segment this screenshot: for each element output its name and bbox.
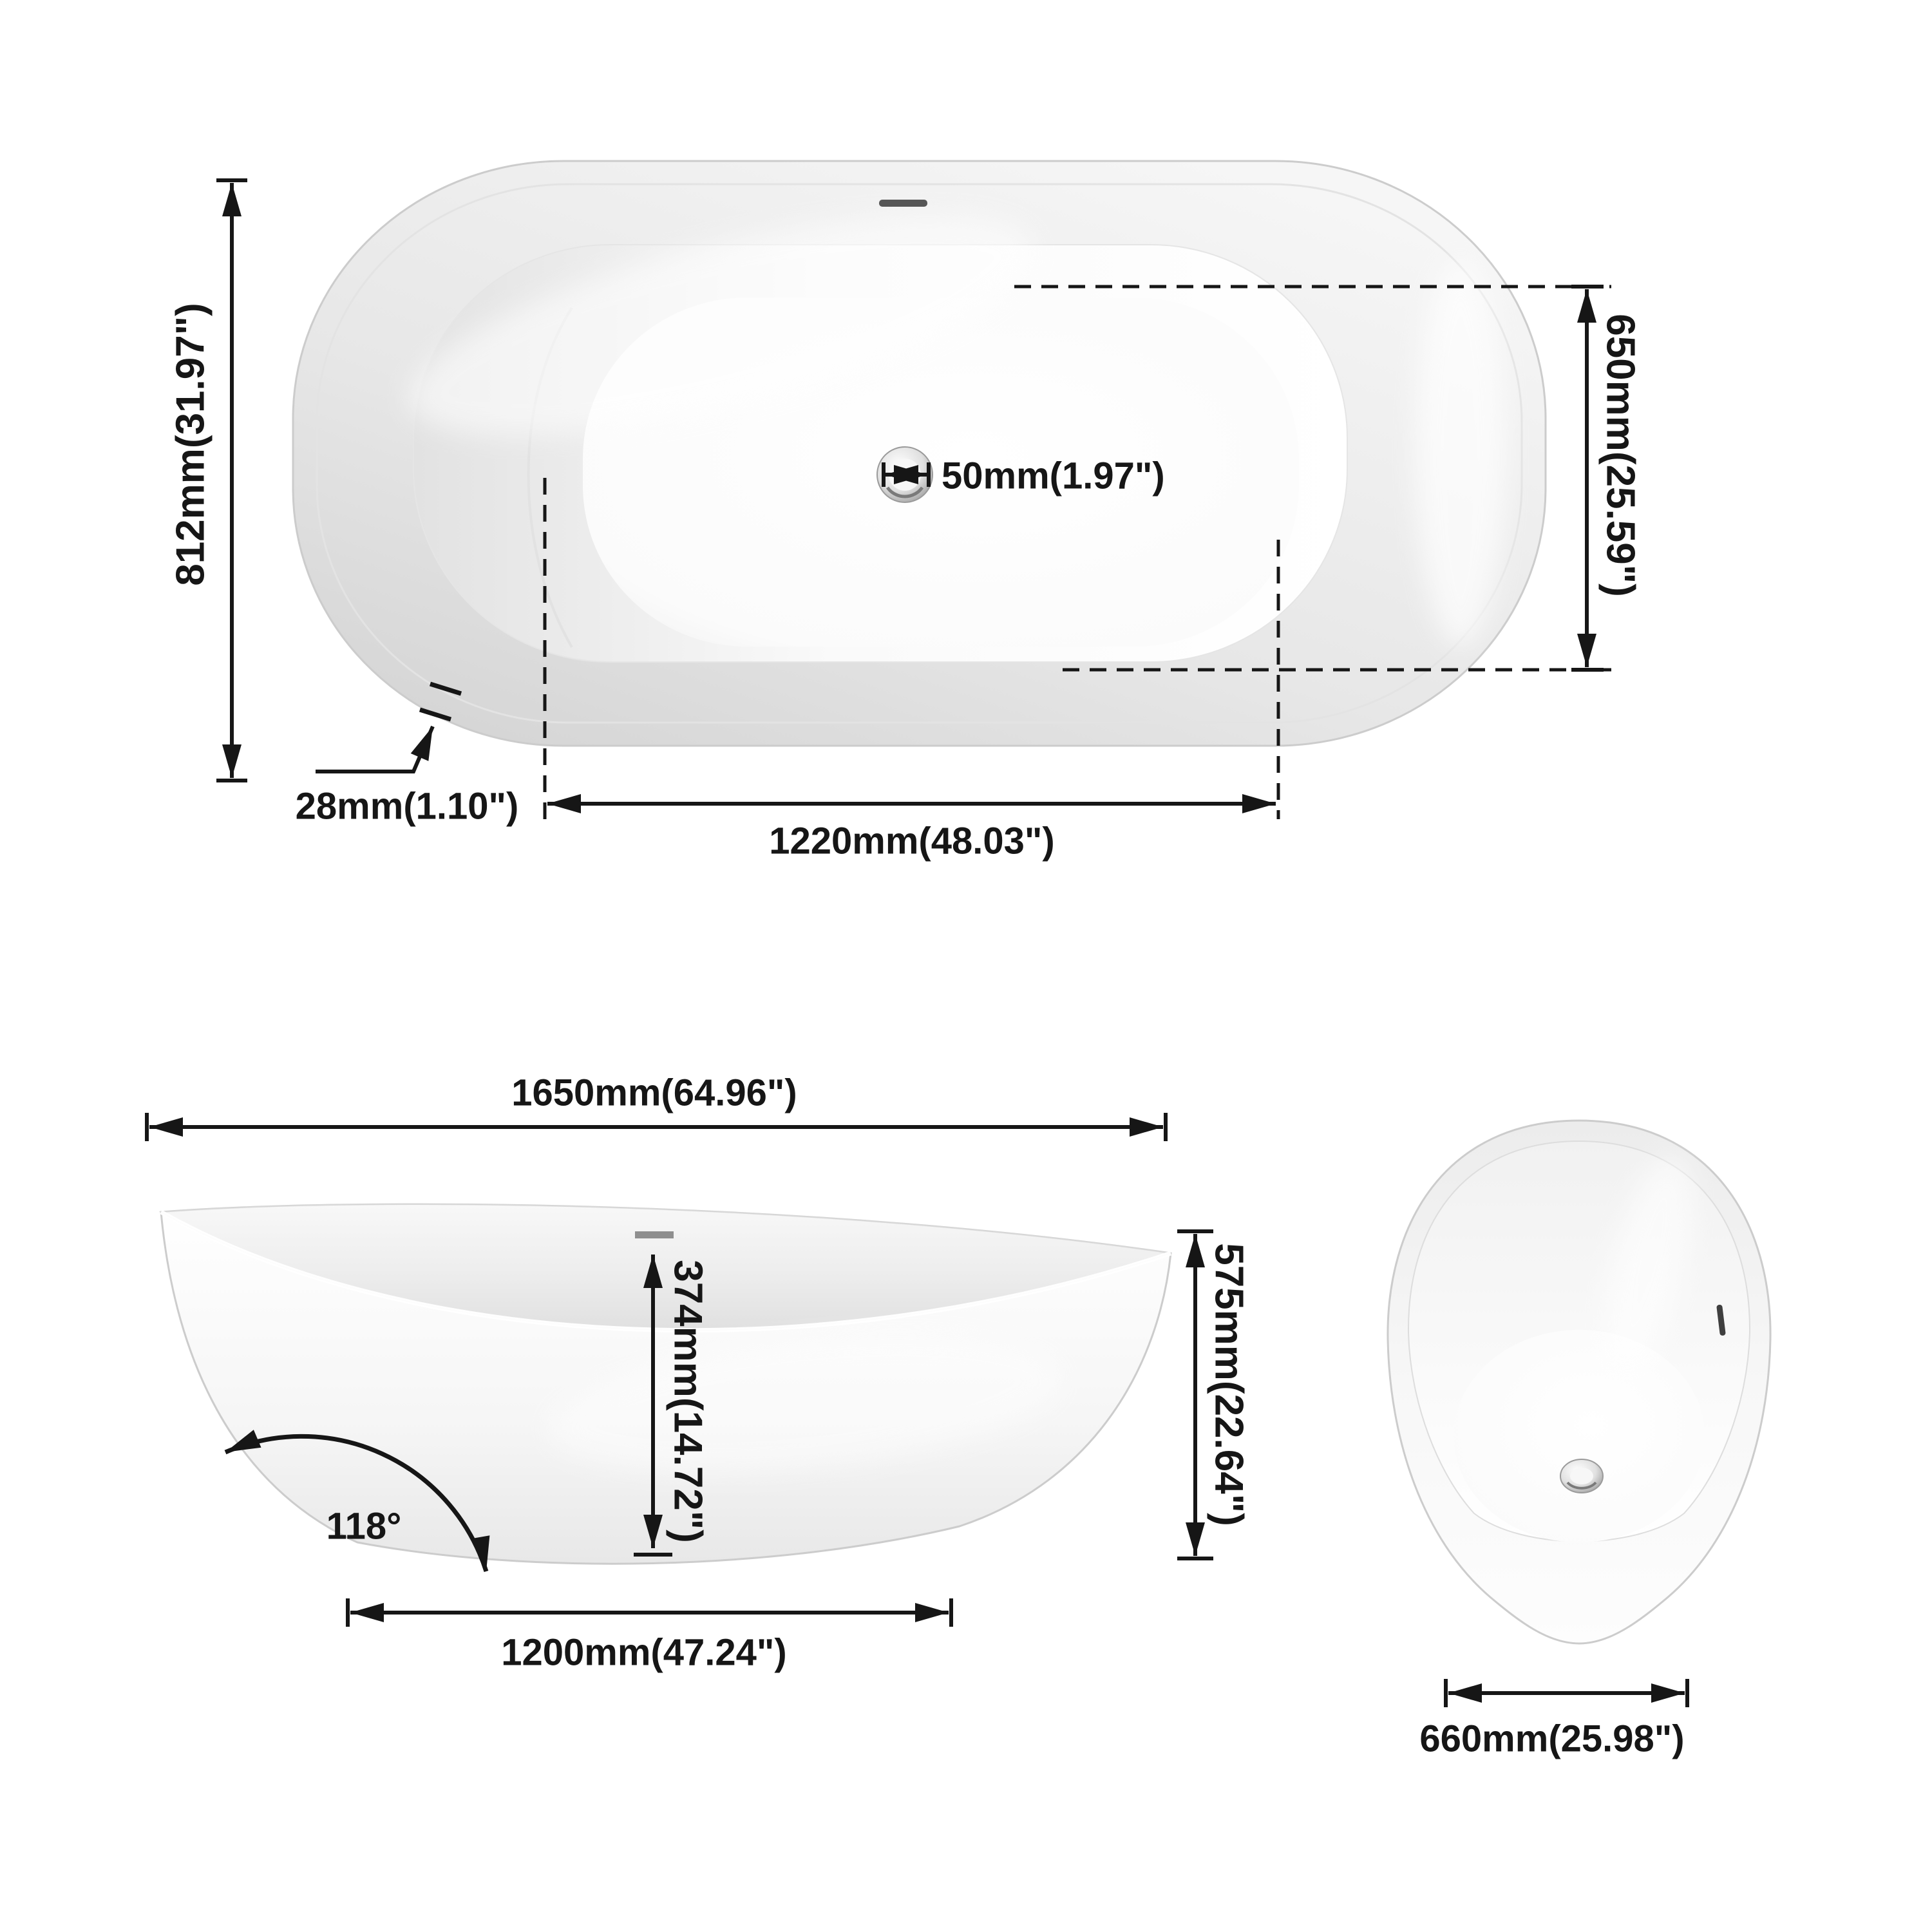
- dim-label-base-length: 1200mm(47.24"): [501, 1631, 787, 1674]
- dim-overall-length: [147, 1072, 1166, 1142]
- side-view: [147, 1072, 1251, 1674]
- dim-label-inner-width: 650mm(25.59"): [1598, 314, 1643, 597]
- dim-label-end-width: 660mm(25.98"): [1419, 1718, 1685, 1760]
- overflow-icon: [879, 200, 927, 207]
- dim-label-overall-height: 575mm(22.64"): [1206, 1243, 1251, 1526]
- rim-highlight: [1416, 261, 1506, 647]
- drain-icon: [1560, 1459, 1603, 1493]
- dim-end-width: [1419, 1679, 1687, 1760]
- dim-label-rim-thickness: 28mm(1.10"): [295, 785, 519, 828]
- dim-label-wall-angle: 118°: [326, 1505, 402, 1548]
- dim-label-overall-length: 1650mm(64.96"): [511, 1072, 797, 1114]
- dim-base-length: [348, 1598, 951, 1674]
- dim-label-inner-length: 1220mm(48.03"): [769, 820, 1055, 862]
- drain-cap: [1570, 1468, 1593, 1484]
- leader-line: [316, 726, 433, 772]
- dim-label-inner-depth: 374mm(14.72"): [665, 1260, 710, 1543]
- end-view: [1388, 1121, 1770, 1760]
- tub-end-floor: [1454, 1330, 1705, 1542]
- dim-label-drain: 50mm(1.97"): [942, 455, 1165, 497]
- rim-level-tick: [635, 1231, 674, 1238]
- dim-overall-height: [1177, 1231, 1251, 1558]
- dim-label-overall-width: 812mm(31.97"): [168, 303, 213, 586]
- top-view: [169, 161, 1643, 862]
- dim-overall-width: [169, 180, 248, 781]
